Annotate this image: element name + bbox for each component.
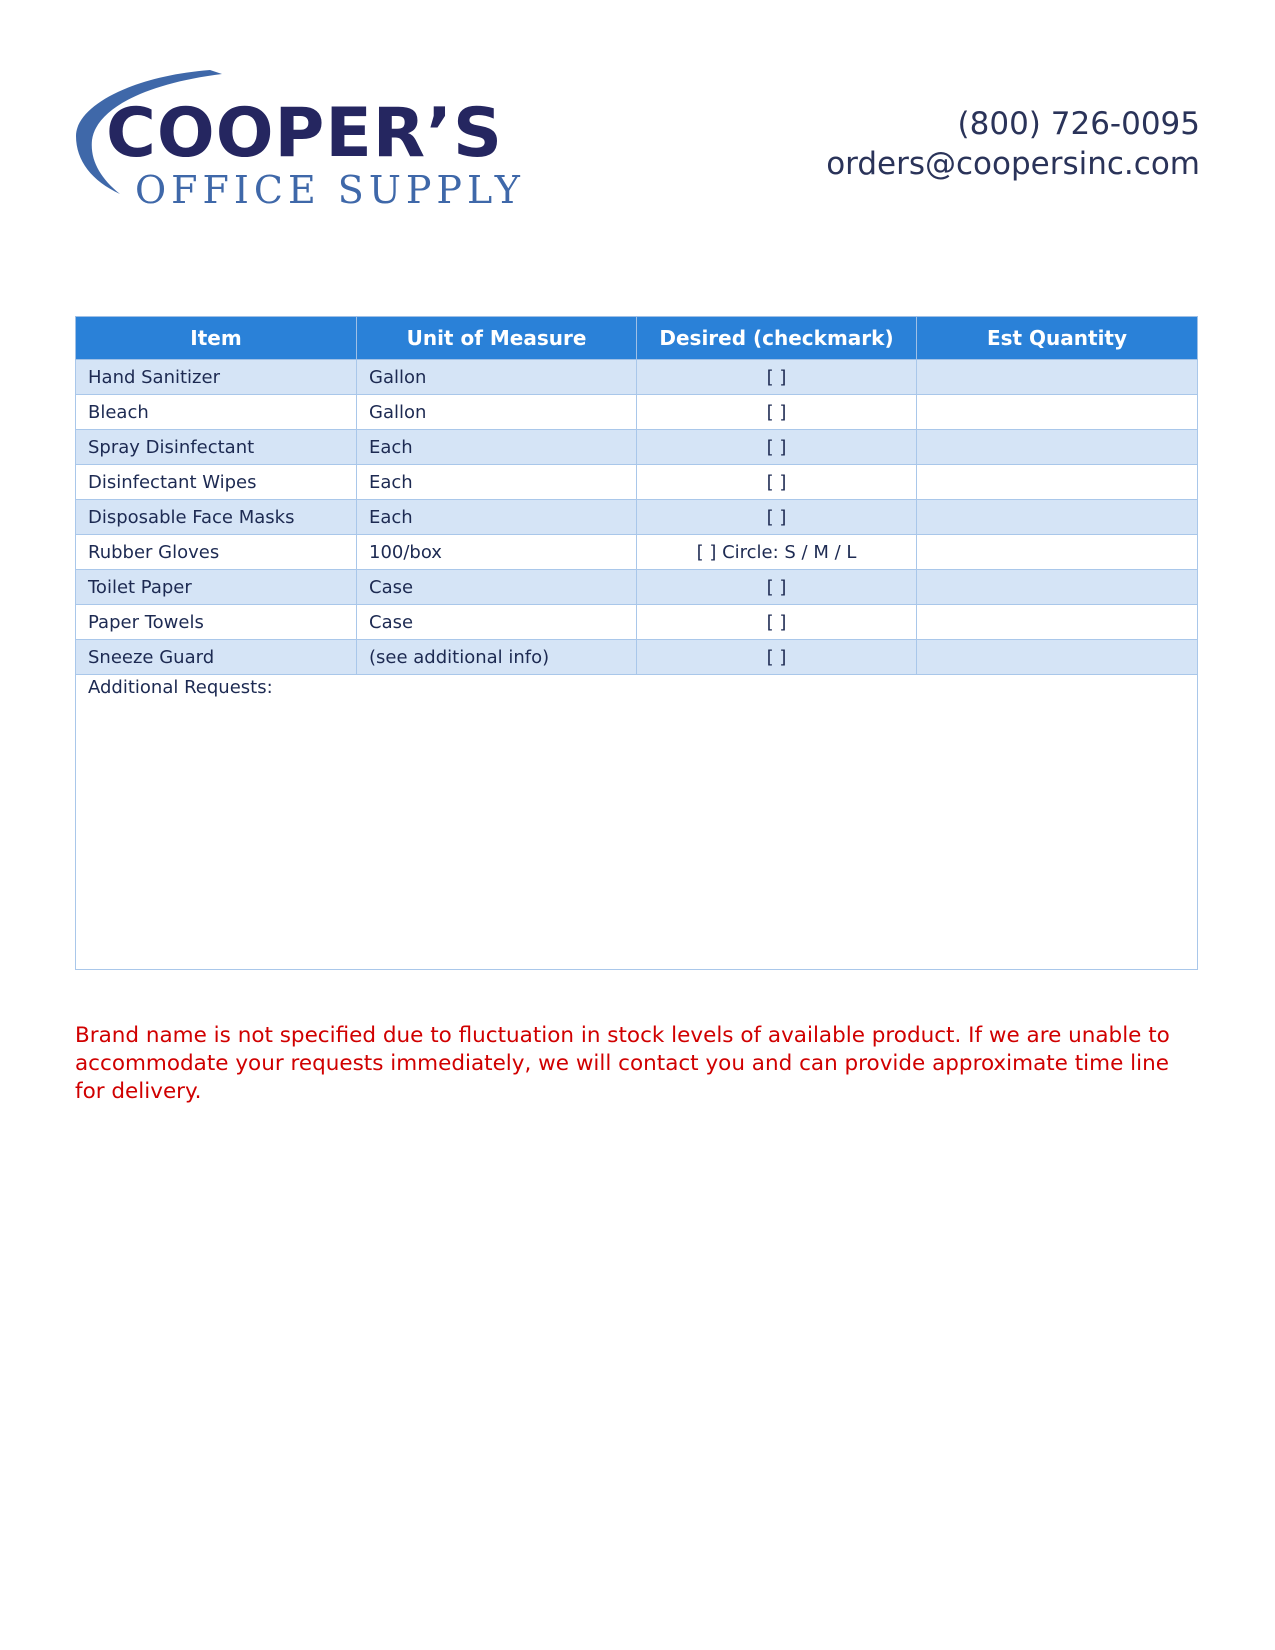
desired-checkbox-cell[interactable]: [ ] xyxy=(637,640,917,675)
table-row xyxy=(76,360,1198,395)
logo-wordmark: COOPER’S xyxy=(106,94,503,173)
column-header-desired: Desired (checkmark) xyxy=(637,317,917,360)
quantity-cell[interactable] xyxy=(917,360,1198,395)
item-cell: Disinfectant Wipes xyxy=(76,465,357,500)
company-logo xyxy=(72,66,532,216)
item-cell: Toilet Paper xyxy=(76,570,357,605)
unit-cell: Gallon xyxy=(357,360,637,395)
desired-size-cell[interactable]: [ ] Circle: S / M / L xyxy=(637,535,917,570)
quantity-cell[interactable] xyxy=(917,430,1198,465)
quantity-cell[interactable] xyxy=(917,535,1198,570)
quantity-cell[interactable] xyxy=(917,605,1198,640)
contact-block xyxy=(826,104,1200,184)
desired-checkbox-cell[interactable]: [ ] xyxy=(637,430,917,465)
quantity-cell[interactable] xyxy=(917,640,1198,675)
desired-checkbox-cell[interactable]: [ ] xyxy=(637,605,917,640)
item-cell: Hand Sanitizer xyxy=(76,360,357,395)
table-row xyxy=(76,605,1198,640)
column-header-unit: Unit of Measure xyxy=(357,317,637,360)
quantity-cell[interactable] xyxy=(917,465,1198,500)
quantity-cell[interactable] xyxy=(917,395,1198,430)
unit-cell: 100/box xyxy=(357,535,637,570)
unit-cell: Each xyxy=(357,430,637,465)
contact-email: orders@coopersinc.com xyxy=(826,146,1200,182)
item-cell: Rubber Gloves xyxy=(76,535,357,570)
desired-checkbox-cell[interactable]: [ ] xyxy=(637,500,917,535)
table-row xyxy=(76,640,1198,675)
unit-cell: Gallon xyxy=(357,395,637,430)
order-form-table xyxy=(75,316,1198,970)
table-row xyxy=(76,500,1198,535)
unit-cell: Each xyxy=(357,465,637,500)
desired-checkbox-cell[interactable]: [ ] xyxy=(637,360,917,395)
unit-cell: Each xyxy=(357,500,637,535)
item-cell: Paper Towels xyxy=(76,605,357,640)
column-header-quantity: Est Quantity xyxy=(917,317,1198,360)
quantity-cell[interactable] xyxy=(917,570,1198,605)
item-cell: Disposable Face Masks xyxy=(76,500,357,535)
additional-requests-row xyxy=(76,675,1198,970)
table-row xyxy=(76,535,1198,570)
desired-checkbox-cell[interactable]: [ ] xyxy=(637,570,917,605)
table-header-row xyxy=(76,317,1198,360)
quantity-cell[interactable] xyxy=(917,500,1198,535)
logo-subtitle: OFFICE SUPPLY xyxy=(135,168,525,212)
column-header-item: Item xyxy=(76,317,357,360)
desired-checkbox-cell[interactable]: [ ] xyxy=(637,395,917,430)
additional-requests-field[interactable]: Additional Requests: xyxy=(76,675,1198,970)
stock-notice: Brand name is not specified due to fluctuation in stock levels of available product. If we are unable to accommodate your requests immediately, we will contact you and can provide approximate time line for delivery. xyxy=(75,1023,1170,1104)
table-row xyxy=(76,395,1198,430)
desired-checkbox-cell[interactable]: [ ] xyxy=(637,465,917,500)
item-cell: Bleach xyxy=(76,395,357,430)
table-row xyxy=(76,570,1198,605)
item-cell: Sneeze Guard xyxy=(76,640,357,675)
table-row xyxy=(76,430,1198,465)
item-cell: Spray Disinfectant xyxy=(76,430,357,465)
unit-cell: Case xyxy=(357,570,637,605)
table-row xyxy=(76,465,1198,500)
unit-cell: (see additional info) xyxy=(357,640,637,675)
contact-phone: (800) 726-0095 xyxy=(957,106,1200,142)
unit-cell: Case xyxy=(357,605,637,640)
